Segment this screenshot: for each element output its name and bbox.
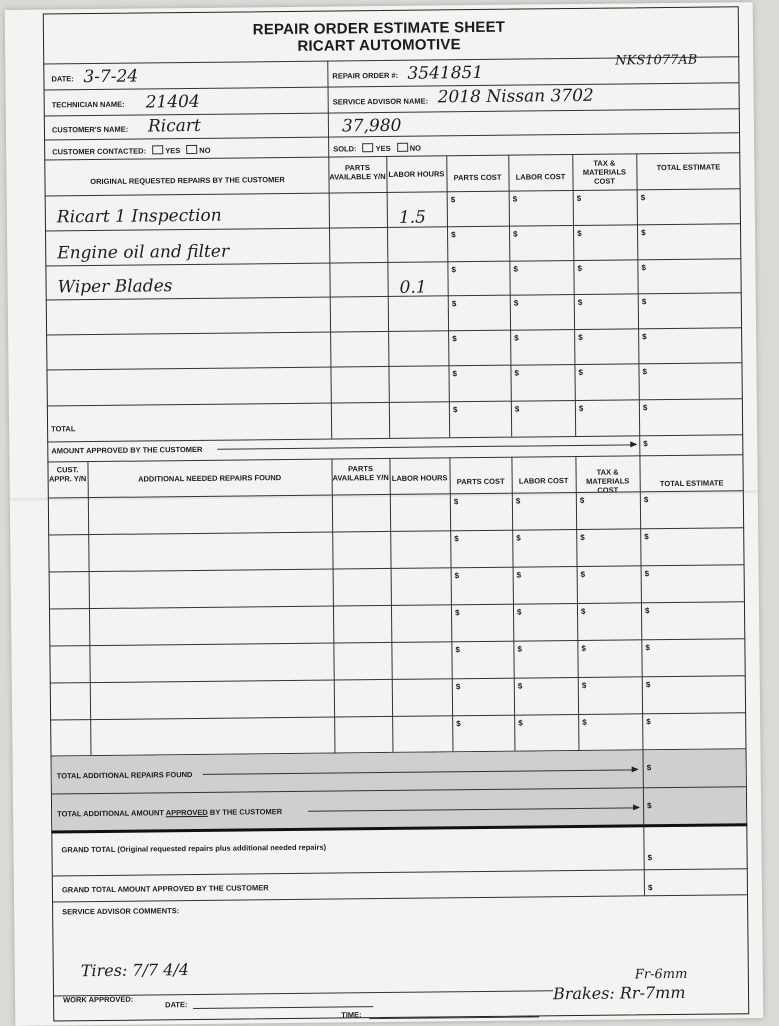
vin-fragment[interactable]: NKS1077AB <box>615 52 698 69</box>
bottom-row-7-tax-cost-dollar[interactable]: $ <box>582 717 587 727</box>
bottom-row-1-parts-cost-dollar[interactable]: $ <box>453 497 459 507</box>
original-repair-3[interactable]: Wiper Blades <box>57 276 173 298</box>
top-header-tax: TAX & MATERIALS COST <box>582 158 627 186</box>
bottom-header-parts-cost: PARTS COST <box>456 476 505 487</box>
top-row-5-total-estimate-dollar[interactable]: $ <box>642 332 647 342</box>
top-row-5-labor-cost-dollar[interactable]: $ <box>514 333 519 343</box>
form-title: REPAIR ORDER ESTIMATE SHEET <box>252 18 506 39</box>
original-repair-1[interactable]: Ricart 1 Inspection <box>56 205 222 228</box>
bottom-row-3-labor-cost-dollar[interactable]: $ <box>516 570 522 580</box>
bottom-row-1-tax-cost-dollar[interactable]: $ <box>579 495 585 505</box>
top-row-6-parts-cost-dollar[interactable]: $ <box>452 369 458 379</box>
bottom-header-repairs: ADDITIONAL NEEDED REPAIRS FOUND <box>138 473 282 484</box>
top-header-labor-cost: LABOR COST <box>515 172 566 182</box>
bottom-row-4-labor-cost-dollar[interactable]: $ <box>516 607 522 617</box>
mileage-value[interactable]: 37,980 <box>341 115 402 137</box>
top-row-3-labor-cost-dollar[interactable]: $ <box>513 264 518 274</box>
top-header-repairs: ORIGINAL REQUESTED REPAIRS BY THE CUSTOMER <box>90 175 285 187</box>
bottom-date-label: DATE: <box>165 1000 188 1010</box>
sold-yes-checkbox[interactable] <box>363 143 374 152</box>
top-row-1-parts-cost-dollar[interactable]: $ <box>450 195 456 205</box>
bottom-header-cust-appr: CUST. APPR. Y/N <box>48 465 87 484</box>
date-value[interactable]: 3-7-24 <box>83 66 139 88</box>
grand-total-approved-dollar[interactable]: $ <box>647 883 653 893</box>
bottom-header-parts-available: PARTS AVAILABLE Y/N <box>332 464 389 483</box>
top-row-6-labor-cost-dollar[interactable]: $ <box>514 368 520 378</box>
total-additional-approved-dollar[interactable]: $ <box>647 801 652 811</box>
top-row-2-tax-cost-dollar[interactable]: $ <box>577 228 582 238</box>
top-row-4-total-estimate-dollar[interactable]: $ <box>641 297 647 307</box>
bottom-row-4-tax-cost-dollar[interactable]: $ <box>580 606 586 616</box>
top-row-7-labor-cost-dollar[interactable]: $ <box>514 404 520 414</box>
estimate-sheet <box>5 2 764 1026</box>
original-repair-3-hours[interactable]: 0.1 <box>399 277 427 298</box>
bottom-row-6-total-estimate-dollar[interactable]: $ <box>645 680 651 690</box>
brakes-front-note[interactable]: Fr-6mm <box>634 966 688 983</box>
bottom-row-5-labor-cost-dollar[interactable]: $ <box>517 644 522 654</box>
customer-name-label: CUSTOMER'S NAME: <box>51 124 129 135</box>
bottom-row-5-parts-cost-dollar[interactable]: $ <box>455 645 460 655</box>
grand-total-dollar[interactable]: $ <box>647 853 653 863</box>
top-row-1-total-estimate-dollar[interactable]: $ <box>640 193 646 203</box>
bottom-row-7-parts-cost-dollar[interactable]: $ <box>456 719 461 729</box>
top-row-6-tax-cost-dollar[interactable]: $ <box>578 367 584 377</box>
original-repair-2[interactable]: Engine oil and filter <box>57 241 230 264</box>
bottom-row-3-tax-cost-dollar[interactable]: $ <box>580 569 586 579</box>
vehicle-value[interactable]: 2018 Nissan 3702 <box>437 85 594 108</box>
top-row-5-tax-cost-dollar[interactable]: $ <box>578 332 583 342</box>
time-label: TIME: <box>341 1010 362 1020</box>
amount-approved-label: AMOUNT APPROVED BY THE CUSTOMER <box>51 444 203 456</box>
bottom-row-6-parts-cost-dollar[interactable]: $ <box>455 682 461 692</box>
top-row-4-labor-cost-dollar[interactable]: $ <box>513 298 519 308</box>
bottom-row-1-labor-cost-dollar[interactable]: $ <box>515 496 521 506</box>
bottom-row-3-total-estimate-dollar[interactable]: $ <box>644 569 650 579</box>
grand-total-label: GRAND TOTAL (Original requested repairs plus additional needed repairs) <box>61 842 327 855</box>
total-additional-approved-label: TOTAL ADDITIONAL AMOUNT APPROVED BY THE CUSTOMER <box>57 807 283 819</box>
technician-value[interactable]: 21404 <box>145 91 200 113</box>
top-row-3-total-estimate-dollar[interactable]: $ <box>641 263 646 273</box>
service-advisor-comments-label: SERVICE ADVISOR COMMENTS: <box>62 906 180 917</box>
bottom-row-7-labor-cost-dollar[interactable]: $ <box>518 718 523 728</box>
bottom-row-7-total-estimate-dollar[interactable]: $ <box>646 717 651 727</box>
top-row-7-total-estimate-dollar[interactable]: $ <box>642 403 648 413</box>
customer-name-value[interactable]: Ricart <box>147 115 201 137</box>
top-row-3-tax-cost-dollar[interactable]: $ <box>577 263 582 273</box>
bottom-row-6-tax-cost-dollar[interactable]: $ <box>581 680 587 690</box>
top-header-labor-hours: LABOR HOURS <box>388 169 445 179</box>
bottom-row-2-tax-cost-dollar[interactable]: $ <box>580 532 585 542</box>
bottom-row-3-parts-cost-dollar[interactable]: $ <box>454 571 460 581</box>
top-header-parts-cost: PARTS COST <box>453 172 502 183</box>
bottom-header-total-estimate: TOTAL ESTIMATE <box>659 478 724 489</box>
contacted-yes-checkbox[interactable] <box>152 145 163 154</box>
repair-order-label: REPAIR ORDER #: <box>332 70 399 81</box>
technician-label: TECHNICIAN NAME: <box>51 99 125 110</box>
service-advisor-label: SERVICE ADVISOR NAME: <box>332 96 429 107</box>
bottom-row-2-total-estimate-dollar[interactable]: $ <box>644 532 649 542</box>
top-row-6-total-estimate-dollar[interactable]: $ <box>642 367 648 377</box>
top-row-1-tax-cost-dollar[interactable]: $ <box>576 193 582 203</box>
top-row-4-parts-cost-dollar[interactable]: $ <box>451 299 457 309</box>
shop-name: RICART AUTOMOTIVE <box>297 36 461 55</box>
top-row-4-tax-cost-dollar[interactable]: $ <box>577 297 583 307</box>
bottom-row-6-labor-cost-dollar[interactable]: $ <box>517 681 523 691</box>
top-row-2-total-estimate-dollar[interactable]: $ <box>641 228 646 238</box>
bottom-row-5-total-estimate-dollar[interactable]: $ <box>645 643 650 653</box>
tires-note[interactable]: Tires: 7/7 4/4 <box>80 960 190 981</box>
amount-approved-dollar[interactable]: $ <box>643 439 648 449</box>
bottom-header-labor-hours: LABOR HOURS <box>391 473 448 483</box>
total-additional-found-label: TOTAL ADDITIONAL REPAIRS FOUND <box>56 770 193 781</box>
repair-order-value[interactable]: 3541851 <box>407 62 484 84</box>
customer-contacted: CUSTOMER CONTACTED: YES NO <box>52 145 211 157</box>
top-row-7-parts-cost-dollar[interactable]: $ <box>452 405 458 415</box>
original-repair-1-hours[interactable]: 1.5 <box>398 207 427 228</box>
bottom-row-2-parts-cost-dollar[interactable]: $ <box>454 534 459 544</box>
bottom-row-4-total-estimate-dollar[interactable]: $ <box>644 606 650 616</box>
sold-no-checkbox[interactable] <box>397 143 408 152</box>
top-header-parts-available: PARTS AVAILABLE Y/N <box>329 163 386 182</box>
top-row-2-parts-cost-dollar[interactable]: $ <box>451 230 456 240</box>
bottom-row-4-parts-cost-dollar[interactable]: $ <box>454 608 460 618</box>
bottom-row-2-labor-cost-dollar[interactable]: $ <box>516 533 521 543</box>
sold-field: SOLD: YES NO <box>333 143 422 154</box>
total-additional-found-dollar[interactable]: $ <box>646 763 652 773</box>
top-row-5-parts-cost-dollar[interactable]: $ <box>452 334 457 344</box>
top-row-3-parts-cost-dollar[interactable]: $ <box>451 265 456 275</box>
top-row-7-tax-cost-dollar[interactable]: $ <box>578 403 584 413</box>
top-row-2-labor-cost-dollar[interactable]: $ <box>513 229 518 239</box>
bottom-header-labor-cost: LABOR COST <box>518 476 569 486</box>
top-header-total-estimate: TOTAL ESTIMATE <box>656 162 721 173</box>
bottom-header-tax: TAX & MATERIALS COST <box>586 467 630 495</box>
grand-total-approved-label: GRAND TOTAL AMOUNT APPROVED BY THE CUSTOMER <box>61 883 269 895</box>
contacted-no-checkbox[interactable] <box>186 145 197 154</box>
work-approved-label: WORK APPROVED: <box>63 994 134 1005</box>
bottom-row-1-total-estimate-dollar[interactable]: $ <box>643 495 649 505</box>
bottom-row-5-tax-cost-dollar[interactable]: $ <box>581 643 586 653</box>
top-row-1-labor-cost-dollar[interactable]: $ <box>512 194 518 204</box>
total-label: TOTAL <box>51 424 76 434</box>
date-label: DATE: <box>51 74 74 84</box>
brakes-rear-note[interactable]: Brakes: Rr-7mm <box>552 982 686 1004</box>
